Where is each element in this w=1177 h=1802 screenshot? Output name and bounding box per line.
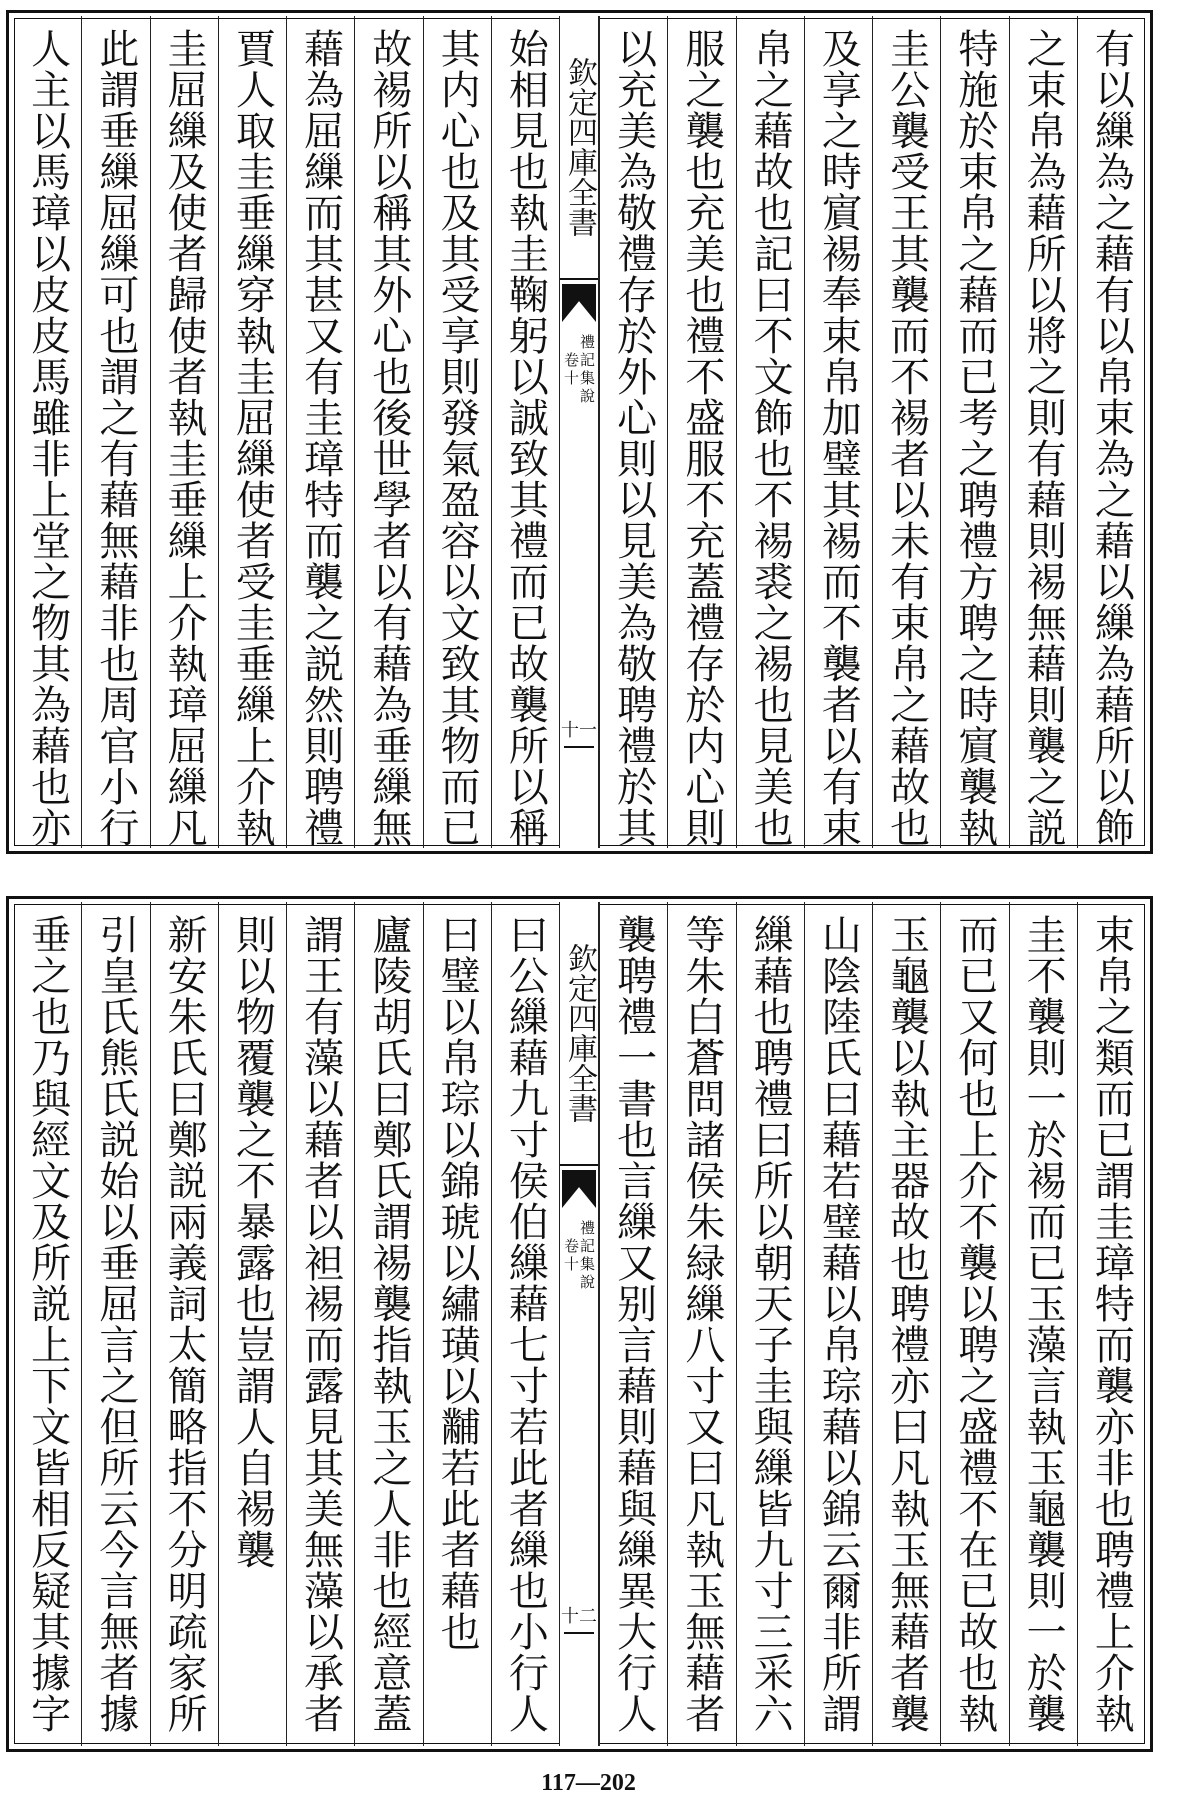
text-column: 圭不襲則一於裼而已玉藻言執玉龜襲則一於襲	[1009, 902, 1077, 1746]
top-page	[0, 0, 1177, 860]
text-column: 圭公襲受王其襲而不裼者以未有束帛之藉故也	[872, 16, 940, 848]
book-title: 禮記集說	[578, 334, 596, 406]
volume-label: 卷十	[562, 1238, 580, 1274]
page-number: 117—202	[541, 1770, 636, 1796]
text-column: 廬陵胡氏曰鄭氏謂裼襲指執玉之人非也經意蓋	[354, 902, 422, 1746]
text-column: 玉龜襲以執主器故也聘禮亦曰凡執玉無藉者襲	[872, 902, 940, 1746]
text-columns	[14, 902, 1145, 1746]
leaf-number: 十二	[561, 1606, 597, 1627]
text-column: 引皇氏熊氏説始以垂屈言之但所云今言無者據	[81, 902, 149, 1746]
text-column: 則以物覆襲之不暴露也豈謂人自裼襲	[218, 902, 286, 1746]
text-column: 謂王有藻以藉者以袒裼而露見其美無藻以承者	[286, 902, 354, 1746]
text-column: 圭屈繅及使者歸使者執圭垂繅上介執璋屈繅凡	[150, 16, 218, 848]
text-column: 及享之時賔裼奉束帛加璧其裼而不襲者以有束	[804, 16, 872, 848]
leaf-number: 十一	[561, 720, 597, 741]
text-column: 帛之藉故也記曰不文飾也不裼裘之裼也見美也	[736, 16, 804, 848]
fish-tail-mark	[562, 284, 596, 322]
text-column: 山陰陸氏曰藉若璧藉以帛琮藉以錦云爾非所謂	[804, 902, 872, 1746]
text-column: 此謂垂繅屈繅可也謂之有藉無藉非也周官小行	[81, 16, 149, 848]
leaf-rule	[564, 746, 594, 748]
text-column: 以充美為敬禮存於外心則以見美為敬聘禮於其	[599, 16, 667, 848]
bottom-page	[0, 886, 1177, 1758]
text-column: 曰公繅藉九寸侯伯繅藉七寸若此者繅也小行人	[491, 902, 559, 1746]
text-column: 曰璧以帛琮以錦琥以繡璜以黼若此者藉也	[423, 902, 491, 1746]
text-column: 故裼所以稱其外心也後世學者以有藉為垂繅無	[354, 16, 422, 848]
text-column: 藉為屈繅而其甚又有圭璋特而襲之説然則聘禮	[286, 16, 354, 848]
leaf-rule	[564, 1632, 594, 1634]
text-column: 繅藉也聘禮曰所以朝天子圭與繅皆九寸三采六	[736, 902, 804, 1746]
center-fold-heading	[559, 902, 599, 1746]
text-column: 人主以馬璋以皮皮馬雖非上堂之物其為藉也亦	[24, 28, 71, 848]
volume-label: 卷十	[562, 352, 580, 388]
text-column: 其内心也及其受享則發氣盈容以文致其物而已	[423, 16, 491, 848]
text-column: 束帛之類而已謂圭璋特而襲亦非也聘禮上介執	[1077, 902, 1145, 1746]
library-title: 欽定四庫全書	[560, 902, 598, 1166]
library-title: 欽定四庫全書	[560, 16, 598, 280]
text-column: 新安朱氏曰鄭説兩義詞太簡略指不分明疏家所	[150, 902, 218, 1746]
text-column: 之束帛為藉所以將之則有藉則裼無藉則襲之説	[1009, 16, 1077, 848]
text-column: 服之襲也充美也禮不盛服不充蓋禮存於内心則	[667, 16, 735, 848]
center-fold-heading	[559, 16, 599, 848]
text-columns	[14, 16, 1145, 848]
text-column: 襲聘禮一書也言繅又别言藉則藉與繅異大行人	[599, 902, 667, 1746]
fish-tail-mark	[562, 1170, 596, 1208]
text-column: 特施於束帛之藉而已考之聘禮方聘之時賔襲執	[940, 16, 1008, 848]
text-column: 賈人取圭垂繅穿執圭屈繅使者受圭垂繅上介執	[218, 16, 286, 848]
text-column: 始相見也執圭鞠躬以誠致其禮而已故襲所以稱	[491, 16, 559, 848]
text-column: 有以繅為之藉有以帛束為之藉以繅為藉所以飾	[1077, 16, 1145, 848]
text-column: 垂之也乃與經文及所説上下文皆相反疑其據字	[24, 914, 71, 1734]
text-column: 等朱白蒼問諸侯朱緑繅八寸又曰凡執玉無藉者	[667, 902, 735, 1746]
book-title: 禮記集說	[578, 1220, 596, 1292]
text-column: 而已又何也上介不襲以聘之盛禮不在已故也執	[940, 902, 1008, 1746]
